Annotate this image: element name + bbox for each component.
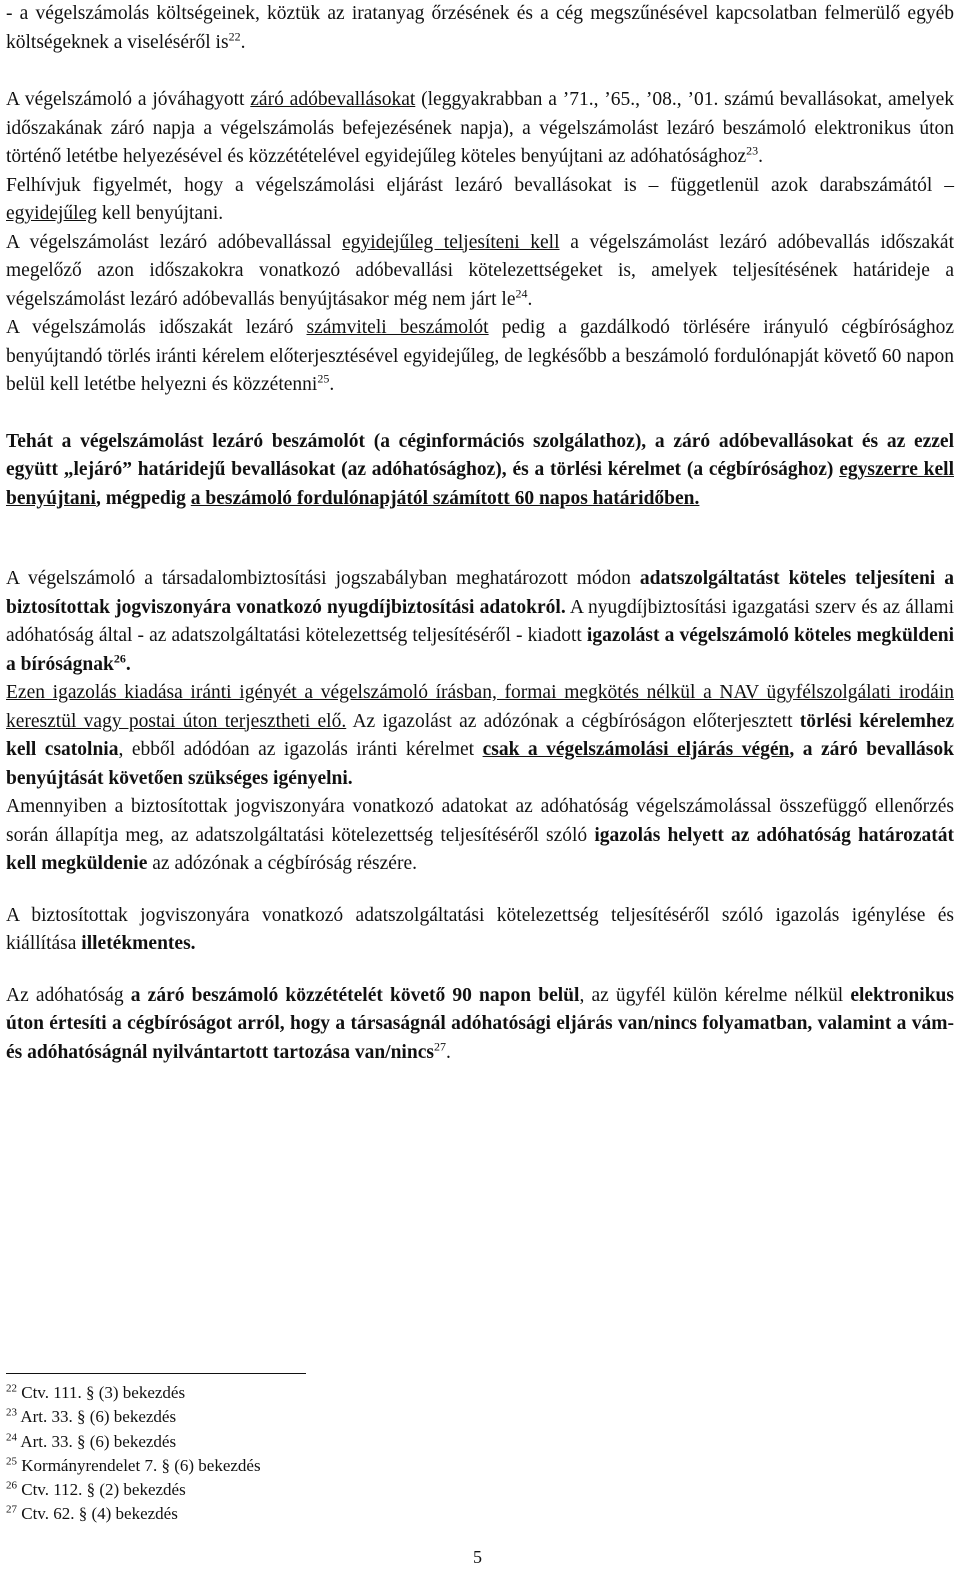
paragraph-authority-decision: Amennyiben a biztosítottak jogviszonyára vonatkozó adatokat az adóhatóság végelszámolással összefüggő ellenőrzés során állapítja meg, az adatszolgáltatási kötelezettség teljesítéséről szóló igazolás helyett az adóhatóság határozatát kell megküldenie az adózónak a cégbíróság részére. <box>6 796 954 874</box>
footnote: $^{22}$ Ctv. 111. § (3) bekezdés <box>6 1382 186 1402</box>
footnote-ref: 27 <box>433 1039 446 1053</box>
paragraph-accounting-report: A végelszámolás időszakát lezáró számviteli beszámolót pedig a gazdálkodó törlésére irányuló cégbírósághoz benyújtandó törlés iránti kérelem előterjesztésével egyidejűleg, de legkésőbb a beszámoló fordulónapját követő 60 napon belül kell letétbe helyezni és közzétenni$^{25}$. <box>6 317 955 395</box>
paragraph-prior-obligations: A végelszámolást lezáró adóbevallással egyidejűleg teljesíteni kell a végelszámolást lezáró adóbevallás időszakát megelőző azon időszakokra vonatkozó adóbevallási kötelezettségeket is, amelyek teljesítésének határideje a végelszámolást lezáró adóbevallás benyújtásakor még nem járt $le^{24}$. <box>6 231 954 310</box>
paragraph-court-notification: Az adóhatóság a záró beszámoló közzétételét követő 90 napon belül, az ügyfél külön kérelme nélkül elektronikus úton értesíti a cégbíróságot arról, hogy a társaságnál adóhatósági eljárás van/nincs folyamatban, valamint a vám- és adóhatóságnál nyilvántartott tartozása van/nincs$^{27}$. <box>6 984 954 1063</box>
footnote-ref: 23 <box>746 143 759 158</box>
footnote: $^{23}$ Art. 33. § (6) bekezdés <box>6 1406 177 1427</box>
footnote: $^{27}$ Ctv. 62. § (4) bekezdés <box>6 1503 178 1524</box>
footnotes <box>6 1381 261 1527</box>
paragraph-summary: Tehát a végelszámolást lezáró beszámolót (a céginformációs szolgálathoz), a záró adóbevallásokat és az ezzel együtt „lejáró” határidejű bevallásokat (az adóhatósághoz), és a törlési kérelmet (a cégbírósághoz) egyszerre kell benyújtani, mégpedig a beszámoló fordulónapjától számított 60 napos határidőben. <box>6 430 954 509</box>
document-body <box>6 0 954 1067</box>
page-number: 5 <box>473 1547 482 1567</box>
paragraph-notice: Felhívjuk figyelmét, hogy a végelszámolási eljárást lezáró bevallásokat is – függetlenül azok darabszámától – egyidejűleg kell benyújtani. <box>6 174 954 224</box>
footnote-ref: 25 <box>317 371 330 386</box>
paragraph-fee-exempt: A biztosítottak jogviszonyára vonatkozó adatszolgáltatási kötelezettség teljesítéséről szóló igazolás igénylése és kiállítása illetékmentes. <box>6 904 954 954</box>
footnote: $^{26}$ Ctv. 112. § (2) bekezdés <box>6 1479 186 1500</box>
footnote: $^{25}$ Kormányrendelet 7. § (6) bekezdés <box>6 1455 261 1475</box>
paragraph-pension-data: A végelszámoló a társadalombiztosítási jogszabályban meghatározott módon adatszolgáltatást köteles teljesíteni a biztosítottak jogviszonyára vonatkozó nyugdíjbiztosítási adatokról. A nyugdíjbiztosítási igazgatási szerv és az állami adóhatóság által - az adatszolgáltatási kötelezettség teljesítéséről - kiadott igazolást a végelszámoló köteles megküldeni a bíróságnak$^{26}$. <box>6 568 955 675</box>
footnote: $^{24}$ Art. 33. § (6) bekezdés <box>6 1430 177 1451</box>
footnote-ref: 24 <box>515 286 528 300</box>
paragraph-costs: - a végelszámolás költségeinek, köztük az iratanyag őrzésének és a cég megszűnésével kapcsolatban felmerülő egyéb költségeknek a viseléséről $is^{22}$. <box>6 3 954 53</box>
footnote-ref: 22 <box>228 29 241 43</box>
paragraph-closing-returns: A végelszámoló a jóváhagyott záró adóbevallásokat (leggyakrabban a ’71., ’65., ’08., ’01. számú bevallásokat, amelyek időszakának záró napja a végelszámolás befejezésének napja), a végelszámolást lezáró beszámoló elektronikus úton történő letétbe helyezésével és közzétételével egyidejűleg köteles benyújtani az adóhatósághoz$^{23}$. <box>6 89 955 167</box>
footnote-ref: 26 <box>113 651 126 665</box>
footnote-separator <box>6 1373 306 1374</box>
paragraph-certificate-request: Ezen igazolás kiadása iránti igényét a végelszámoló írásban, formai megkötés nélkül a NAV ügyfélszolgálati irodáin keresztül vagy postai úton terjesztheti elő. Az igazolást az adózónak a cégbíróságon előterjesztett törlési kérelemhez kell csatolnia, ebből adódóan az igazolás iránti kérelmet csak a végelszámolási eljárás végén, a záró bevallások benyújtását követően szükséges igényelni. <box>6 682 954 789</box>
